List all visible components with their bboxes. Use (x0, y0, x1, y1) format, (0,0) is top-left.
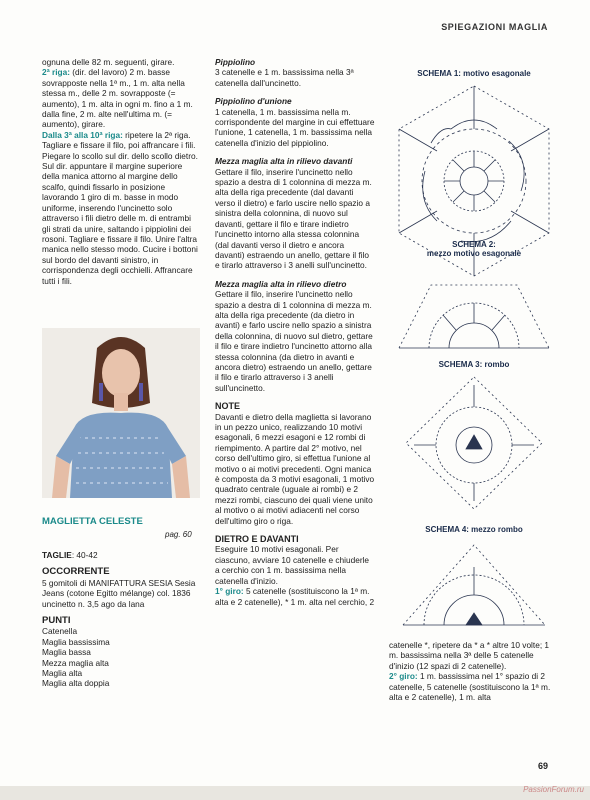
model-photo (42, 328, 200, 498)
schema-2-title-line2: mezzo motivo esagonale (426, 249, 522, 258)
schema-2-title-line1: SCHEMA 2: (452, 240, 496, 249)
para-riga2 (42, 67, 200, 129)
subheading: Mezza maglia alta in rilievo davanti (215, 156, 353, 167)
para: 1 catenella, 1 m. bassissima nella m. corrispondente del margine in cui effettuare l'unione, 1 catenella, 1 m. bassissima nella catenella d'inizio del pippiolino. (215, 106, 375, 148)
subheading: Pippiolino (215, 57, 256, 67)
para: Eseguire 10 motivi esagonali. Per ciascuno, avviare 10 catenelle e chiuderle a cerchio con 1 m. bassissima nella catenella d'inizio. (215, 544, 370, 586)
para-giro2 (389, 671, 559, 702)
watermark: PassionForum.ru (523, 785, 584, 794)
schema-4-title: SCHEMA 4: mezzo rombo (425, 525, 523, 534)
page-ref: pag. 60 (165, 530, 192, 539)
schema-3-title: SCHEMA 3: rombo (438, 360, 510, 369)
materials-text: 5 gomitoli di MANIFATTURA SESIA Sesia Jeans (cotone Egitto mélange) col. 1836 uncinetto n. 3,5 ago da lana (42, 577, 196, 609)
para: Gettare il filo, inserire l'uncinetto nello spazio a destra di 1 colonnina di mezza m. alta della riga precedente (da dietro in avanti) e farlo uscire nello spazio a sinistra della colonnina, di nuovo sul dietro, gettare il filo e tirare indietro l'uncinetto attorno alla stessa colonnina (da dietro in avanti e ancora dietro) estraendo un anello, gettare il filo e tirarlo attraverso i 3 anelli sull'uncinetto. (215, 289, 373, 393)
label: 1° giro: (215, 586, 244, 597)
schema-3-diagram (402, 373, 546, 513)
para: 3 catenelle e 1 m. bassissima nella 3ª catenella dall'uncinetto. (215, 67, 354, 88)
list-item: Maglia bassissima (42, 636, 110, 647)
para: Davanti e dietro della maglietta si lavorano in un pezzo unico, realizzando 10 motivi esagonali, 6 mezzi esagoni e 12 rombi di riempimento. A partire dal 2° motivo, nel corso dell'ultimo giro, si effettua l'unione al motivo o ai motivi precedenti. Ogni manica è composta da 3 motivi esagonali, 1 motivo quadrato centrale (uguale ai rombi) e 2 mezzi rombi, ciascuno dei quali viene unito al motivo o ai motivi adiacenti nel corso dell'ultimo giro o riga. (215, 411, 375, 526)
para-dalla (42, 130, 200, 286)
label: 2ª riga: (42, 67, 70, 78)
section-header: SPIEGAZIONI MAGLIA (441, 22, 548, 32)
text: ripetere la 2ª riga. Tagliare e fissare il filo, poi affrancare i fili. Piegare lo scollo sul dir. dello scollo dietro. Sul dir. appuntare il margine superiore della manica attorno al margine dello scalfo, quindi fissarlo in posizione lavorando 1 giro di m. basse in modo uniforme, inserendo l'uncinetto solo attraverso i fili dietro delle m. di entrambi gli strati da unire, saltando i pippiolini dei rosoni. Tagliare e fissare il filo. Unire l'altra manica nello stesso modo. Cucire i bottoni sul bordo del davanti sinistro, in corrispondenza degli occhielli. Affrancare tutti i fili. (42, 129, 198, 286)
label: Dalla 3ª alla 10ª riga: (42, 129, 123, 140)
pattern-info (42, 550, 202, 689)
pattern-title: MAGLIETTA CELESTE (42, 516, 143, 527)
list-item: Maglia alta doppia (42, 678, 110, 689)
schema-2-diagram (391, 273, 557, 353)
label: 2° giro: (389, 671, 418, 682)
para: catenelle *, ripetere da * a * altre 10 volte; 1 m. bassissima nella 3ª delle 5 catenelle d'inizio (12 spazi di 2 catenelle). (389, 640, 550, 671)
bottom-bar (0, 786, 590, 800)
column-1 (42, 57, 200, 286)
text: 1 m. bassissima nel 1° spazio di 2 catenelle, 5 catenelle (sostituiscono la 1ª m. alta e 2 catenelle), 1 m. alta (389, 671, 551, 703)
schema-2-title (389, 240, 559, 258)
sizes (42, 550, 202, 560)
text: 5 catenelle (sostituiscono la 1ª m. alta e 2 catenelle), * 1 m. alta nel cerchio, 2 (215, 586, 375, 607)
text: (dir. del lavoro) 2 m. basse sovrapposte nella 1ª m., 1 m. alta nella stessa m., delle 2 m. sovrapposte (= aumento), 1 m. alta in ogni m. fino a 1 m. dalla fine, 2 m. alte nell'ultima m. (= aumento), girare. (42, 67, 193, 130)
para: Gettare il filo, inserire l'uncinetto nello spazio a destra di 1 colonnina di mezza m. alta della riga precedente (dal davanti verso il dietro) e farlo uscire nello spazio a sinistra della colonnina, di nuovo sul davanti, gettare il filo e tirare indietro l'uncinetto intorno alla stessa colonnina (dal davanti verso il dietro e ancora davanti) estraendo un anello, gettare il filo e tirarlo attraverso i 3 anelli sull'uncinetto. (215, 166, 372, 271)
list-item: Catenella (42, 626, 78, 637)
sizes-label: TAGLIE (42, 550, 72, 560)
list-item: Maglia alta (42, 668, 83, 679)
schema-4-diagram (397, 537, 551, 635)
subheading: Mezza maglia alta in rilievo dietro (215, 278, 347, 289)
column-3-text (389, 640, 559, 702)
section-heading: NOTE (215, 401, 241, 412)
subheading: Pippiolino d'unione (215, 96, 292, 107)
list-item: Maglia bassa (42, 647, 91, 658)
stitches-heading: PUNTI (42, 615, 71, 627)
page-number: 69 (537, 761, 548, 771)
list-item: Mezza maglia alta (42, 657, 109, 668)
schema-panel (389, 55, 559, 630)
para-giro1 (215, 586, 375, 607)
section-heading: DIETRO E DAVANTI (215, 534, 299, 545)
column-2 (215, 57, 375, 607)
para: ognuna delle 82 m. seguenti, girare. (42, 57, 175, 67)
schema-1-title: SCHEMA 1: motivo esagonale (417, 69, 531, 78)
materials-heading: OCCORRENTE (42, 566, 110, 578)
stitch-list (42, 626, 202, 688)
sizes-value: : 40-42 (71, 550, 98, 560)
